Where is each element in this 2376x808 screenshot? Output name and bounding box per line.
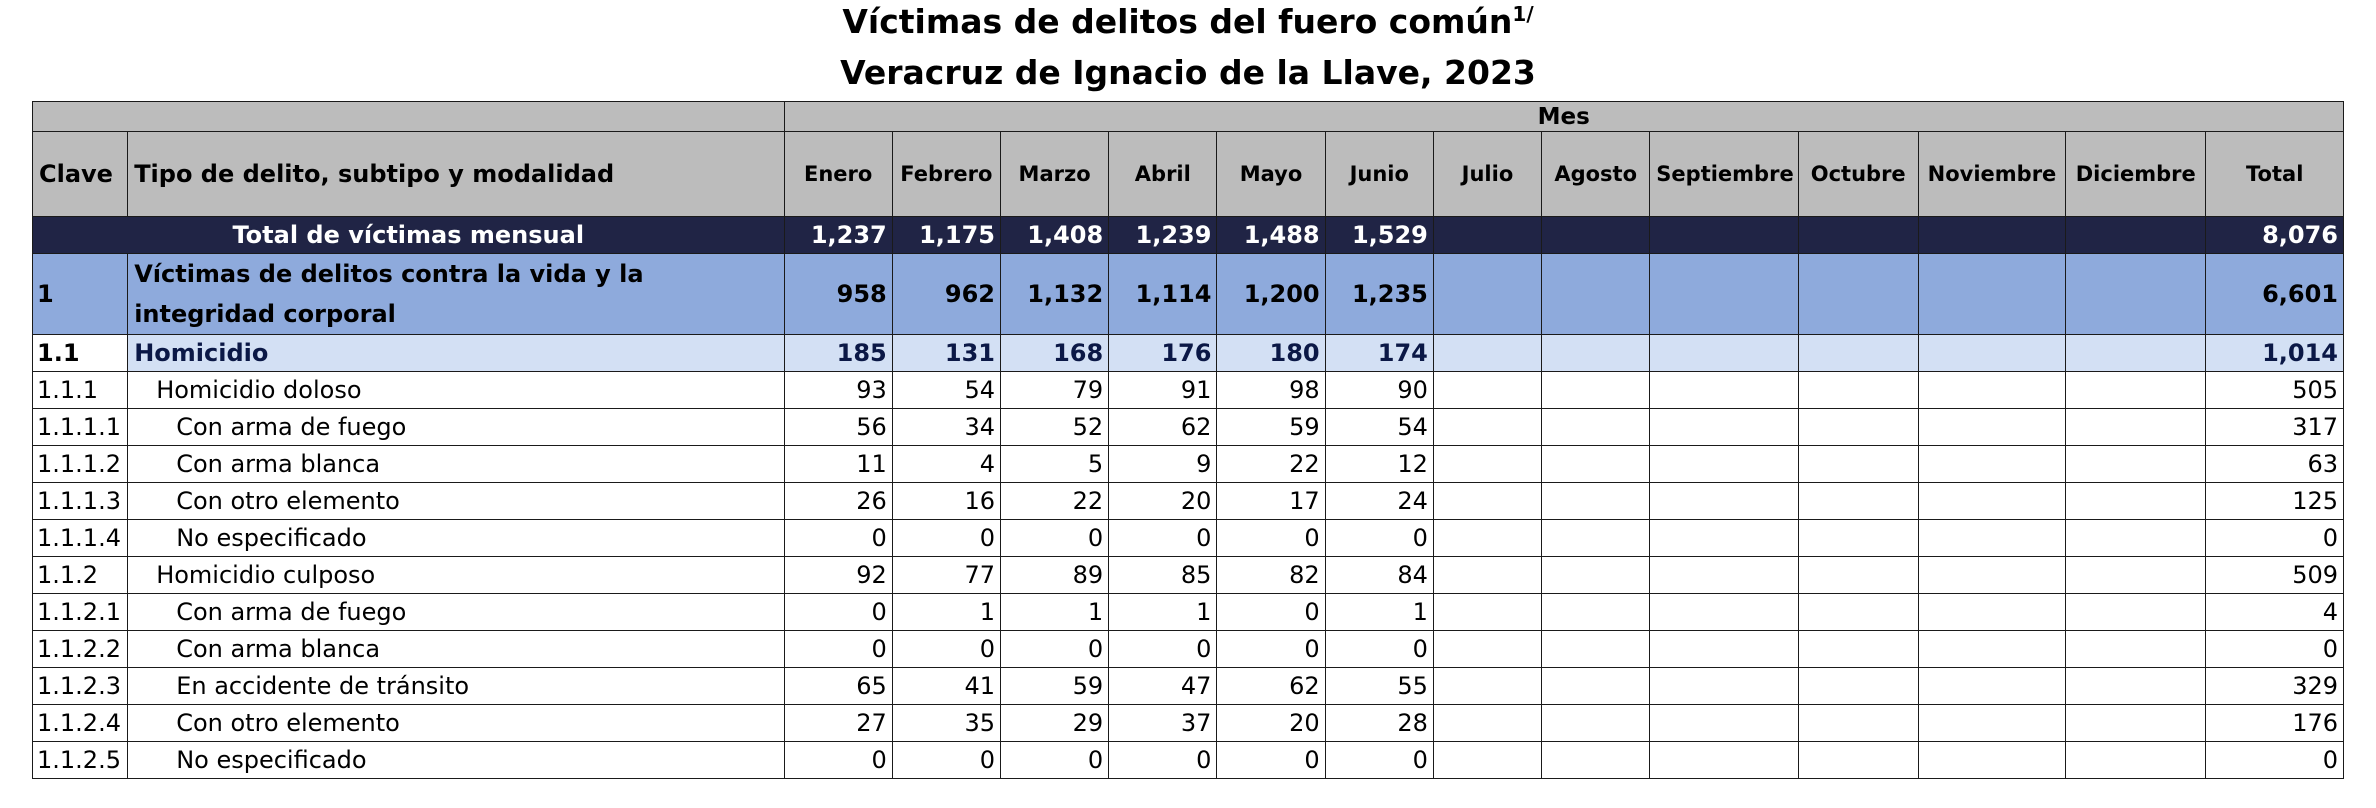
row-month-value xyxy=(1798,705,1918,742)
row-month-value: 0 xyxy=(1217,742,1325,779)
header-month: Febrero xyxy=(892,132,1000,217)
row-month-value: 16 xyxy=(892,483,1000,520)
row-month-value: 22 xyxy=(1217,446,1325,483)
row-label: Víctimas de delitos contra la vida y la integridad corporal xyxy=(128,254,784,335)
row-month-value xyxy=(1433,372,1541,409)
row-month-value: 55 xyxy=(1325,668,1433,705)
row-total-value: 176 xyxy=(2206,705,2344,742)
row-clave: 1.1.2.3 xyxy=(33,668,128,705)
table-row xyxy=(33,217,2344,254)
row-month-value: 1,237 xyxy=(784,217,892,254)
row-month-value: 4 xyxy=(892,446,1000,483)
header-total: Total xyxy=(2206,132,2344,217)
row-month-value xyxy=(1918,742,2065,779)
row-month-value: 0 xyxy=(1325,631,1433,668)
row-month-value xyxy=(1918,594,2065,631)
row-month-value: 958 xyxy=(784,254,892,335)
row-month-value xyxy=(1918,631,2065,668)
row-month-value: 1,114 xyxy=(1109,254,1217,335)
row-month-value: 1 xyxy=(1000,594,1108,631)
row-month-value xyxy=(1433,705,1541,742)
row-label: Homicidio doloso xyxy=(128,372,784,409)
header-row-mes xyxy=(33,102,2344,132)
row-month-value xyxy=(1542,372,1650,409)
row-month-value: 29 xyxy=(1000,705,1108,742)
row-month-value xyxy=(1918,557,2065,594)
row-month-value: 82 xyxy=(1217,557,1325,594)
row-month-value: 176 xyxy=(1109,335,1217,372)
row-month-value xyxy=(1433,742,1541,779)
row-month-value: 11 xyxy=(784,446,892,483)
table-row xyxy=(33,446,2344,483)
row-month-value: 0 xyxy=(1217,594,1325,631)
row-month-value: 59 xyxy=(1217,409,1325,446)
row-total-value: 8,076 xyxy=(2206,217,2344,254)
row-month-value: 1,200 xyxy=(1217,254,1325,335)
report-title xyxy=(0,2,2376,42)
row-month-value: 26 xyxy=(784,483,892,520)
row-month-value: 37 xyxy=(1109,705,1217,742)
row-month-value: 1,239 xyxy=(1109,217,1217,254)
row-month-value: 24 xyxy=(1325,483,1433,520)
row-month-value: 168 xyxy=(1000,335,1108,372)
row-month-value xyxy=(1542,446,1650,483)
row-label: Homicidio culposo xyxy=(128,557,784,594)
table-row xyxy=(33,705,2344,742)
header-month: Julio xyxy=(1433,132,1541,217)
row-month-value xyxy=(1650,742,1798,779)
row-month-value xyxy=(2066,483,2206,520)
row-month-value xyxy=(1798,483,1918,520)
row-clave: 1.1.2.4 xyxy=(33,705,128,742)
victims-table xyxy=(32,101,2344,779)
row-month-value: 1 xyxy=(1109,594,1217,631)
row-month-value xyxy=(1433,483,1541,520)
row-month-value xyxy=(1798,409,1918,446)
row-month-value: 1 xyxy=(1325,594,1433,631)
header-clave: Clave xyxy=(33,132,128,217)
row-month-value xyxy=(1798,372,1918,409)
row-label: Con arma de fuego xyxy=(128,594,784,631)
row-month-value: 89 xyxy=(1000,557,1108,594)
row-month-value: 62 xyxy=(1109,409,1217,446)
row-month-value xyxy=(1798,631,1918,668)
row-month-value xyxy=(1650,520,1798,557)
row-month-value xyxy=(1918,254,2065,335)
row-month-value: 79 xyxy=(1000,372,1108,409)
row-month-value xyxy=(1918,446,2065,483)
row-month-value xyxy=(2066,372,2206,409)
row-label: Con arma blanca xyxy=(128,446,784,483)
row-month-value xyxy=(1798,742,1918,779)
row-month-value: 56 xyxy=(784,409,892,446)
row-label: Total de víctimas mensual xyxy=(33,217,785,254)
row-month-value xyxy=(1433,631,1541,668)
row-month-value: 0 xyxy=(1000,520,1108,557)
row-month-value xyxy=(1433,446,1541,483)
row-month-value: 1,132 xyxy=(1000,254,1108,335)
row-month-value xyxy=(1542,594,1650,631)
row-month-value xyxy=(1798,217,1918,254)
row-month-value xyxy=(1798,520,1918,557)
row-month-value xyxy=(1433,594,1541,631)
row-month-value xyxy=(1918,705,2065,742)
row-month-value xyxy=(1433,409,1541,446)
row-total-value: 63 xyxy=(2206,446,2344,483)
row-label: Homicidio xyxy=(128,335,784,372)
row-month-value: 17 xyxy=(1217,483,1325,520)
table-row xyxy=(33,254,2344,335)
table-row xyxy=(33,594,2344,631)
row-month-value: 91 xyxy=(1109,372,1217,409)
row-month-value: 1,408 xyxy=(1000,217,1108,254)
row-month-value xyxy=(1542,668,1650,705)
row-month-value xyxy=(1542,742,1650,779)
row-total-value: 509 xyxy=(2206,557,2344,594)
row-clave: 1.1.1.4 xyxy=(33,520,128,557)
row-month-value xyxy=(2066,705,2206,742)
row-month-value: 62 xyxy=(1217,668,1325,705)
row-clave: 1.1.2.2 xyxy=(33,631,128,668)
row-month-value xyxy=(2066,254,2206,335)
row-month-value: 41 xyxy=(892,668,1000,705)
row-month-value xyxy=(2066,335,2206,372)
row-month-value xyxy=(1650,254,1798,335)
row-month-value: 962 xyxy=(892,254,1000,335)
row-clave: 1.1.2 xyxy=(33,557,128,594)
row-month-value xyxy=(1650,217,1798,254)
row-month-value: 65 xyxy=(784,668,892,705)
row-label: Con otro elemento xyxy=(128,483,784,520)
row-month-value: 77 xyxy=(892,557,1000,594)
row-month-value xyxy=(1433,668,1541,705)
row-clave: 1 xyxy=(33,254,128,335)
header-month: Junio xyxy=(1325,132,1433,217)
header-month: Septiembre xyxy=(1650,132,1798,217)
row-month-value: 0 xyxy=(1325,520,1433,557)
row-clave: 1.1 xyxy=(33,335,128,372)
row-total-value: 125 xyxy=(2206,483,2344,520)
row-month-value xyxy=(1798,254,1918,335)
row-month-value: 1 xyxy=(892,594,1000,631)
row-label: No especificado xyxy=(128,520,784,557)
row-month-value xyxy=(1918,668,2065,705)
row-clave: 1.1.1.2 xyxy=(33,446,128,483)
row-clave: 1.1.1.1 xyxy=(33,409,128,446)
row-month-value: 0 xyxy=(1325,742,1433,779)
row-month-value xyxy=(1650,335,1798,372)
row-month-value xyxy=(1433,254,1541,335)
row-month-value xyxy=(1542,409,1650,446)
header-blank xyxy=(33,102,785,132)
row-month-value: 0 xyxy=(784,594,892,631)
row-month-value: 12 xyxy=(1325,446,1433,483)
row-month-value: 20 xyxy=(1217,705,1325,742)
row-month-value xyxy=(1918,409,2065,446)
row-clave: 1.1.1 xyxy=(33,372,128,409)
row-month-value: 20 xyxy=(1109,483,1217,520)
row-total-value: 317 xyxy=(2206,409,2344,446)
row-month-value xyxy=(1542,254,1650,335)
row-month-value: 22 xyxy=(1000,483,1108,520)
row-month-value xyxy=(1650,668,1798,705)
row-month-value: 5 xyxy=(1000,446,1108,483)
row-month-value: 93 xyxy=(784,372,892,409)
table-row xyxy=(33,631,2344,668)
row-month-value xyxy=(1650,705,1798,742)
row-total-value: 0 xyxy=(2206,742,2344,779)
row-month-value: 0 xyxy=(1109,520,1217,557)
row-month-value: 0 xyxy=(784,520,892,557)
table-row xyxy=(33,409,2344,446)
row-month-value xyxy=(2066,446,2206,483)
header-month: Octubre xyxy=(1798,132,1918,217)
row-month-value xyxy=(1798,557,1918,594)
row-month-value xyxy=(1433,557,1541,594)
row-month-value: 185 xyxy=(784,335,892,372)
row-month-value: 27 xyxy=(784,705,892,742)
header-row-columns xyxy=(33,132,2344,217)
row-month-value xyxy=(1798,335,1918,372)
header-month: Noviembre xyxy=(1918,132,2065,217)
row-month-value: 98 xyxy=(1217,372,1325,409)
row-month-value xyxy=(1433,520,1541,557)
row-month-value xyxy=(2066,594,2206,631)
row-month-value: 28 xyxy=(1325,705,1433,742)
table-row xyxy=(33,335,2344,372)
row-month-value xyxy=(1918,372,2065,409)
row-month-value xyxy=(1798,668,1918,705)
row-month-value: 84 xyxy=(1325,557,1433,594)
footnote-marker: 1/ xyxy=(1512,2,1534,26)
header-mes: Mes xyxy=(784,102,2343,132)
row-month-value: 180 xyxy=(1217,335,1325,372)
header-month: Mayo xyxy=(1217,132,1325,217)
row-month-value xyxy=(2066,668,2206,705)
row-total-value: 0 xyxy=(2206,631,2344,668)
row-month-value: 54 xyxy=(892,372,1000,409)
row-clave: 1.1.2.1 xyxy=(33,594,128,631)
row-month-value xyxy=(1650,409,1798,446)
row-month-value xyxy=(2066,217,2206,254)
row-month-value xyxy=(2066,409,2206,446)
table-body xyxy=(33,217,2344,779)
table-row xyxy=(33,372,2344,409)
row-month-value xyxy=(1542,520,1650,557)
row-month-value xyxy=(1650,372,1798,409)
table-row xyxy=(33,520,2344,557)
row-month-value: 90 xyxy=(1325,372,1433,409)
row-month-value xyxy=(1918,483,2065,520)
header-month: Diciembre xyxy=(2066,132,2206,217)
row-label: En accidente de tránsito xyxy=(128,668,784,705)
header-month: Marzo xyxy=(1000,132,1108,217)
row-total-value: 1,014 xyxy=(2206,335,2344,372)
table-row xyxy=(33,557,2344,594)
row-month-value: 92 xyxy=(784,557,892,594)
row-month-value: 0 xyxy=(1109,742,1217,779)
row-month-value xyxy=(1650,483,1798,520)
row-month-value xyxy=(1433,335,1541,372)
row-month-value: 0 xyxy=(784,631,892,668)
row-month-value xyxy=(2066,742,2206,779)
row-month-value: 131 xyxy=(892,335,1000,372)
row-month-value xyxy=(1650,594,1798,631)
row-month-value: 0 xyxy=(1109,631,1217,668)
row-label: No especificado xyxy=(128,742,784,779)
row-month-value xyxy=(1542,483,1650,520)
row-clave: 1.1.2.5 xyxy=(33,742,128,779)
header-month: Enero xyxy=(784,132,892,217)
row-month-value: 9 xyxy=(1109,446,1217,483)
row-total-value: 505 xyxy=(2206,372,2344,409)
row-month-value xyxy=(2066,520,2206,557)
header-month: Abril xyxy=(1109,132,1217,217)
row-month-value xyxy=(1542,217,1650,254)
row-month-value: 0 xyxy=(1217,631,1325,668)
row-month-value: 52 xyxy=(1000,409,1108,446)
row-total-value: 0 xyxy=(2206,520,2344,557)
row-month-value: 1,235 xyxy=(1325,254,1433,335)
row-month-value xyxy=(1542,335,1650,372)
row-month-value xyxy=(1433,217,1541,254)
row-month-value xyxy=(1542,705,1650,742)
header-tipo: Tipo de delito, subtipo y modalidad xyxy=(128,132,784,217)
row-month-value: 1,175 xyxy=(892,217,1000,254)
row-month-value: 0 xyxy=(1217,520,1325,557)
report-title-text: Víctimas de delitos del fuero común xyxy=(842,2,1513,41)
row-clave: 1.1.1.3 xyxy=(33,483,128,520)
row-month-value xyxy=(1798,594,1918,631)
row-month-value xyxy=(1918,335,2065,372)
row-label: Con arma de fuego xyxy=(128,409,784,446)
row-month-value xyxy=(1650,446,1798,483)
row-month-value xyxy=(1650,557,1798,594)
row-label: Con otro elemento xyxy=(128,705,784,742)
row-month-value: 35 xyxy=(892,705,1000,742)
row-month-value: 0 xyxy=(892,742,1000,779)
row-month-value xyxy=(1542,631,1650,668)
row-month-value xyxy=(1650,631,1798,668)
row-month-value: 0 xyxy=(892,631,1000,668)
row-month-value: 1,488 xyxy=(1217,217,1325,254)
row-total-value: 329 xyxy=(2206,668,2344,705)
report-subtitle: Veracruz de Ignacio de la Llave, 2023 xyxy=(840,53,1536,92)
row-label: Con arma blanca xyxy=(128,631,784,668)
row-month-value: 59 xyxy=(1000,668,1108,705)
row-month-value: 0 xyxy=(892,520,1000,557)
row-month-value: 1,529 xyxy=(1325,217,1433,254)
row-total-value: 6,601 xyxy=(2206,254,2344,335)
row-month-value: 0 xyxy=(1000,631,1108,668)
row-month-value: 174 xyxy=(1325,335,1433,372)
row-month-value xyxy=(2066,557,2206,594)
row-month-value: 85 xyxy=(1109,557,1217,594)
row-month-value xyxy=(1542,557,1650,594)
table-row xyxy=(33,668,2344,705)
row-total-value: 4 xyxy=(2206,594,2344,631)
row-month-value: 34 xyxy=(892,409,1000,446)
row-month-value: 54 xyxy=(1325,409,1433,446)
row-month-value xyxy=(1918,520,2065,557)
table-row xyxy=(33,742,2344,779)
row-month-value: 0 xyxy=(1000,742,1108,779)
header-month: Agosto xyxy=(1542,132,1650,217)
table-row xyxy=(33,483,2344,520)
row-month-value: 0 xyxy=(784,742,892,779)
row-month-value xyxy=(2066,631,2206,668)
row-month-value xyxy=(1798,446,1918,483)
row-month-value: 47 xyxy=(1109,668,1217,705)
row-month-value xyxy=(1918,217,2065,254)
